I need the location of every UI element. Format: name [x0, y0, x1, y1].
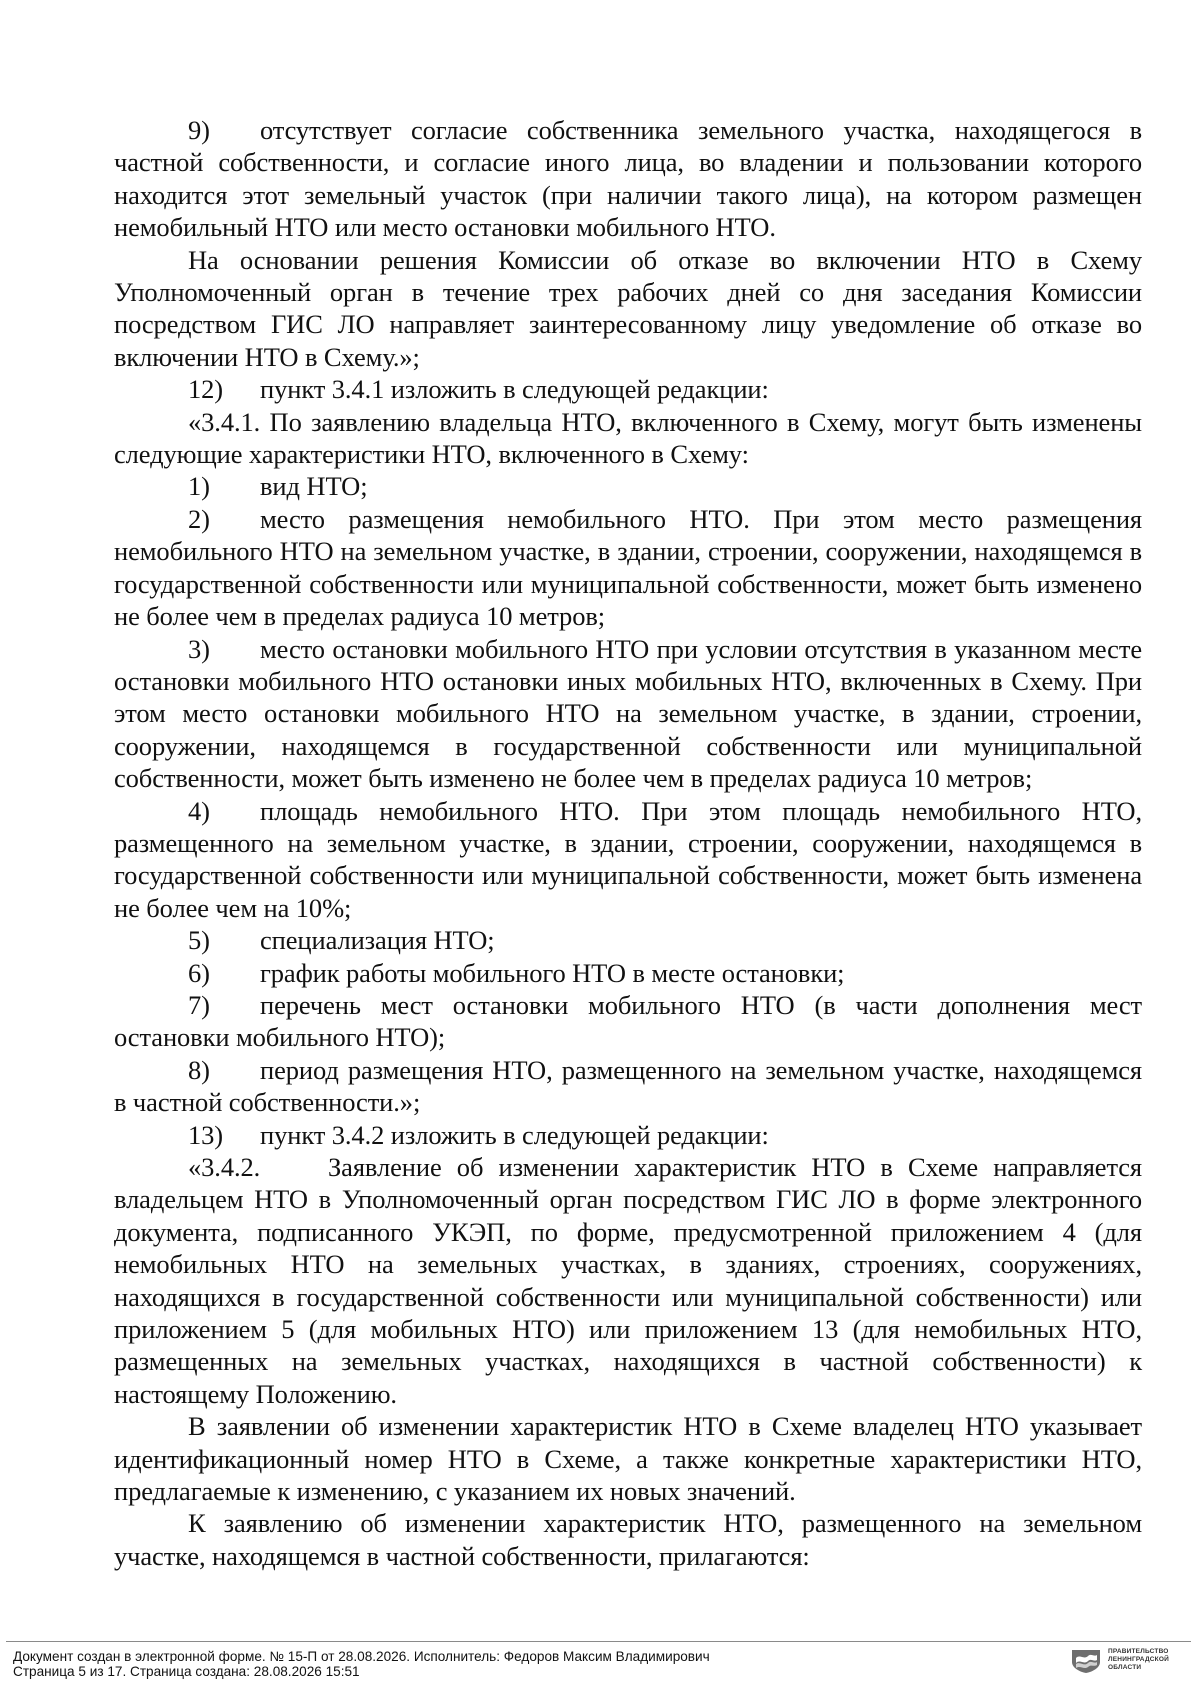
clause-number: «3.4.2.	[188, 1152, 261, 1182]
list-number: 8)	[188, 1054, 210, 1085]
paragraph-3-4-1	[114, 406, 1142, 471]
list-number: 5)	[188, 925, 210, 956]
paragraph-text: пункт 3.4.2 изложить в следующей редакции:	[260, 1119, 769, 1150]
paragraph-text: «3.4.1. По заявлению владельца НТО, включенного в Схему, могут быть изменены следующие характеристики НТО, включенного в Схему:	[114, 406, 1142, 470]
list-number: 13)	[188, 1119, 224, 1150]
paragraph-text: В заявлении об изменении характеристик НТО в Схеме владелец НТО указывает идентификационный номер НТО в Схеме, а также конкретные характеристики НТО, предлагаемые к изменению, с указанием их новых значений.	[114, 1411, 1142, 1507]
list-item-12	[114, 373, 1142, 405]
list-item-13	[114, 1119, 1142, 1151]
paragraph-refusal-notice	[114, 244, 1142, 374]
government-logo	[1070, 1646, 1190, 1686]
paragraph-text: место размещения немобильного НТО. При этом место размещения немобильного НТО на земельном участке, в здании, строении, сооружении, находящемся в государственной собственности или муниципальной собственности, может быть изменено не более чем в пределах радиуса 10 метров;	[114, 503, 1142, 632]
list-item-7	[114, 989, 1142, 1054]
list-item-9	[114, 114, 1142, 244]
list-item-8	[114, 1054, 1142, 1119]
list-number: 2)	[188, 503, 210, 534]
paragraph-text: площадь немобильного НТО. При этом площадь немобильного НТО, размещенного на земельном участке, в здании, строении, сооружении, находящемся в государственной собственности или муниципальной собственности, может быть изменена не более чем на 10%;	[114, 795, 1142, 923]
paragraph-text: график работы мобильного НТО в месте остановки;	[260, 957, 845, 988]
paragraph-3-4-2	[114, 1151, 1142, 1410]
paragraph-text: пункт 3.4.1 изложить в следующей редакции:	[260, 374, 769, 405]
list-item-5	[114, 924, 1142, 956]
list-item-3	[114, 633, 1142, 795]
list-number: 1)	[188, 471, 210, 502]
paragraph-text: период размещения НТО, размещенного на земельном участке, находящемся в частной собственности.»;	[114, 1054, 1142, 1118]
paragraph-text: На основании решения Комиссии об отказе во включении НТО в Схему Уполномоченный орган в течение трех рабочих дней со дня заседания Комиссии посредством ГИС ЛО направляет заинтересованному лицу уведомление об отказе во включении НТО в Схему.»;	[114, 244, 1142, 372]
logo-line: ЛЕНИНГРАДСКОЙ	[1108, 1656, 1169, 1663]
list-number: 6)	[188, 957, 210, 988]
logo-line: ОБЛАСТИ	[1108, 1664, 1142, 1671]
list-number: 7)	[188, 989, 210, 1020]
paragraph-text: вид НТО;	[260, 471, 368, 502]
document-body	[114, 114, 1142, 1572]
paragraph-text: место остановки мобильного НТО при условии отсутствия в указанном месте остановки мобильного НТО остановки иных мобильных НТО, включенных в Схему. При этом место остановки мобильного НТО на земельном участке, в здании, строении, сооружении, находящемся в государственной собственности или муниципальной собственности, может быть изменено не более чем в пределах радиуса 10 метров;	[114, 633, 1142, 794]
footer-document-info: Документ создан в электронной форме. № 15-П от 28.08.2026. Исполнитель: Федоров Максим Владимирович	[13, 1649, 710, 1664]
paragraph-attachments	[114, 1507, 1142, 1572]
list-item-6	[114, 957, 1142, 989]
list-number: 3)	[188, 633, 210, 664]
paragraph-text: перечень мест остановки мобильного НТО (в части дополнения мест остановки мобильного НТО);	[114, 989, 1142, 1053]
list-number: 9)	[188, 115, 210, 145]
paragraph-text: Заявление об изменении характеристик НТО в Схеме направляется владельцем НТО в Уполномоченный орган посредством ГИС ЛО в форме электронного документа, подписанного УКЭП, по форме, предусмотренной приложением 4 (для немобильных НТО на земельных участках, в зданиях, строениях, сооружениях, находящихся в государственной собственности или муниципальной собственности) или приложением 5 (для мобильных НТО) или приложением 13 (для немобильных НТО, размещенных на земельных участках, находящихся в частной собственности) к настоящему Положению.	[114, 1152, 1142, 1409]
paragraph-application-content	[114, 1410, 1142, 1507]
list-item-4	[114, 795, 1142, 925]
paragraph-text: отсутствует согласие собственника земельного участка, находящегося в частной собственности, и согласие иного лица, во владении и пользовании которого находится этот земельный участок (при наличии такого лица), на котором размещен немобильный НТО или место остановки мобильного НТО.	[114, 115, 1142, 243]
list-item-1	[114, 470, 1142, 502]
logo-text	[1108, 1648, 1169, 1672]
coat-of-arms-icon	[1070, 1648, 1102, 1674]
paragraph-text: специализация НТО;	[260, 925, 495, 956]
page-footer	[13, 1649, 1013, 1679]
footer-page-info: Страница 5 из 17. Страница создана: 28.08.2026 15:51	[13, 1664, 360, 1679]
paragraph-text: К заявлению об изменении характеристик НТО, размещенного на земельном участке, находящемся в частной собственности, прилагаются:	[114, 1508, 1142, 1571]
logo-line: ПРАВИТЕЛЬСТВО	[1108, 1648, 1169, 1655]
footer-divider	[6, 1641, 1191, 1642]
list-number: 4)	[188, 795, 210, 826]
list-item-2	[114, 503, 1142, 633]
list-number: 12)	[188, 374, 224, 405]
